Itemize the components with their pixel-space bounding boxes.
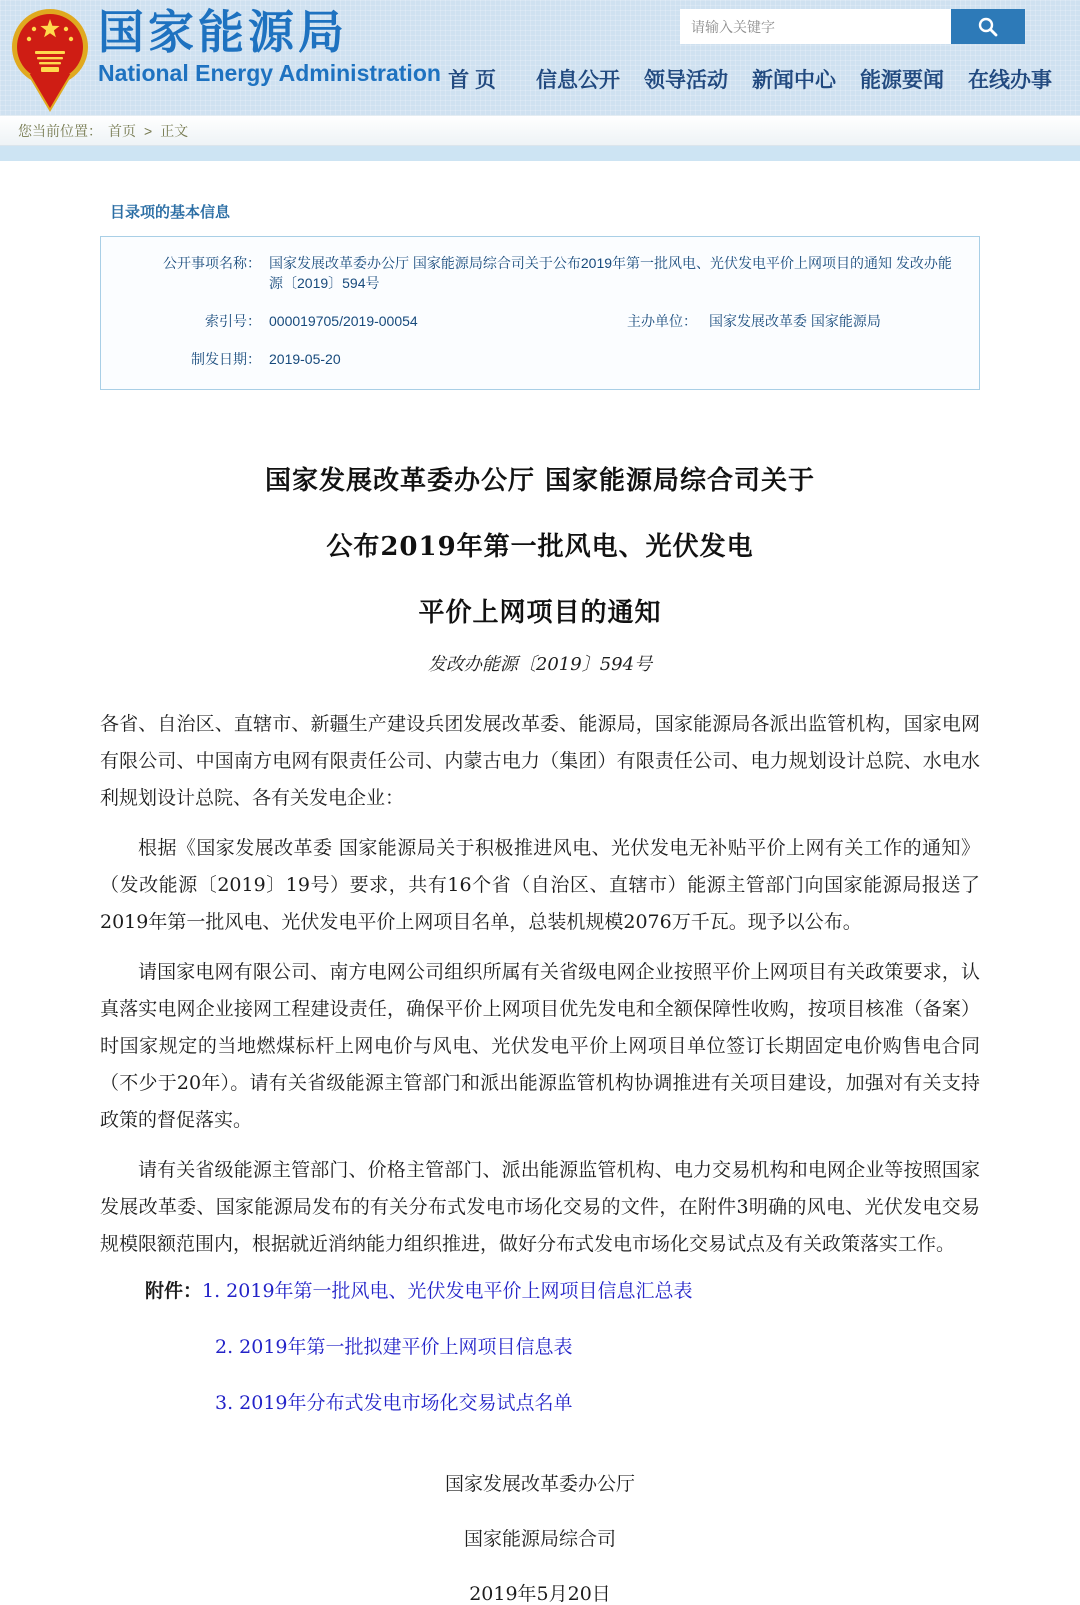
main-nav	[448, 64, 1052, 94]
breadcrumb-separator: >	[144, 122, 153, 139]
breadcrumb-prefix: 您当前位置：	[18, 122, 102, 139]
catalog-name-value: 国家发展改革委办公厅 国家能源局综合司关于公布2019年第一批风电、光伏发电平价上网项目的通知 发改办能源〔2019〕594号	[269, 255, 952, 291]
header-divider-strip	[0, 146, 1080, 161]
attachment-link-1[interactable]: 1. 2019年第一批风电、光伏发电平价上网项目信息汇总表	[202, 1280, 693, 1302]
catalog-row-date	[119, 349, 961, 369]
document-title-line1: 国家发展改革委办公厅 国家能源局综合司关于	[264, 466, 816, 496]
catalog-info-box	[100, 236, 980, 390]
catalog-org-label: 主办单位：	[627, 313, 697, 329]
breadcrumb-home-link[interactable]: 首页	[108, 122, 136, 139]
catalog-row-name	[119, 253, 961, 293]
search-button[interactable]	[951, 9, 1025, 44]
breadcrumb-current: 正文	[160, 122, 189, 139]
catalog-heading: 目录项的基本信息	[110, 204, 231, 221]
attachment-line-3	[215, 1388, 980, 1418]
site-header	[0, 0, 1080, 115]
nav-item-leader-activity[interactable]: 领导活动	[644, 69, 728, 92]
catalog-name-label: 公开事项名称：	[163, 255, 261, 271]
attachment-line-1	[145, 1276, 980, 1306]
national-emblem-icon	[10, 5, 90, 111]
doc-paragraph-3: 请有关省级能源主管部门、价格主管部门、派出能源监管机构、电力交易机构和电网企业等按照国家发展改革委、国家能源局发布的有关分布式发电市场化交易的文件，在附件3明确的风电、光伏发电交易规模限额范围内，根据就近消纳能力组织推进，做好分布式发电市场化交易试点及有关政策落实工作。	[100, 1159, 980, 1255]
attachment-link-2[interactable]: 2. 2019年第一批拟建平价上网项目信息表	[215, 1336, 573, 1358]
nav-item-news-center[interactable]: 新闻中心	[752, 69, 836, 92]
catalog-index-label: 索引号：	[205, 313, 261, 329]
main-content	[0, 201, 1080, 1604]
doc-paragraph-1: 根据《国家发展改革委 国家能源局关于积极推进风电、光伏发电无补贴平价上网有关工作的通知》（发改能源〔2019〕19号）要求，共有16个省（自治区、直辖市）能源主管部门向国家能源局报送了2019年第一批风电、光伏发电平价上网项目名单，总装机规模2076万千瓦。现予以公布。	[100, 837, 980, 933]
catalog-org-value: 国家发展改革委 国家能源局	[709, 313, 881, 329]
attachment-link-3[interactable]: 3. 2019年分布式发电市场化交易试点名单	[215, 1392, 573, 1414]
site-title-en: National Energy Administration	[98, 60, 441, 86]
doc-paragraph-salutation: 各省、自治区、直辖市、新疆生产建设兵团发展改革委、能源局，国家能源局各派出监管机构，国家电网有限公司、中国南方电网有限责任公司、内蒙古电力（集团）有限责任公司、电力规划设计总院、水电水利规划设计总院、各有关发电企业：	[100, 713, 980, 809]
attachments-list	[145, 1276, 980, 1418]
signature-org-1: 国家发展改革委办公厅	[444, 1473, 635, 1495]
search-input[interactable]	[680, 9, 951, 44]
nav-item-online-service[interactable]: 在线办事	[968, 69, 1052, 92]
nav-item-home[interactable]: 首 页	[448, 69, 496, 92]
doc-paragraph-2: 请国家电网有限公司、南方电网公司组织所属有关省级电网企业按照平价上网项目有关政策要求，认真落实电网企业接网工程建设责任，确保平价上网项目优先发电和全额保障性收购，按项目核准（备案）时国家规定的当地燃煤标杆上网电价与风电、光伏发电平价上网项目单位签订长期固定电价购售电合同（不少于20年）。请有关省级能源主管部门和派出能源监管机构协调推进有关项目建设，加强对有关支持政策的督促落实。	[100, 961, 980, 1131]
breadcrumb	[0, 115, 1080, 146]
catalog-index-value: 000019705/2019-00054	[269, 313, 418, 329]
nav-item-energy-news[interactable]: 能源要闻	[860, 69, 944, 92]
catalog-row-index-org	[119, 311, 961, 331]
search-bar	[680, 9, 1025, 44]
nav-item-info-disclosure[interactable]: 信息公开	[536, 69, 620, 92]
document-title-line2: 公布2019年第一批风电、光伏发电	[326, 532, 754, 562]
signature-date: 2019年5月20日	[469, 1583, 611, 1605]
signature-block	[100, 1474, 980, 1604]
attachment-line-2	[215, 1332, 980, 1362]
search-icon	[977, 16, 999, 38]
signature-org-2: 国家能源局综合司	[463, 1528, 616, 1550]
site-title-zh: 国家能源局	[98, 5, 348, 59]
site-brand	[98, 6, 441, 86]
document-body	[100, 466, 980, 1604]
catalog-date-value: 2019-05-20	[269, 351, 341, 367]
attachments-label: 附件：	[145, 1280, 203, 1302]
document-title-line3: 平价上网项目的通知	[418, 598, 662, 628]
catalog-date-label: 制发日期：	[191, 351, 261, 367]
document-number: 发改办能源〔2019〕594号	[427, 654, 653, 675]
